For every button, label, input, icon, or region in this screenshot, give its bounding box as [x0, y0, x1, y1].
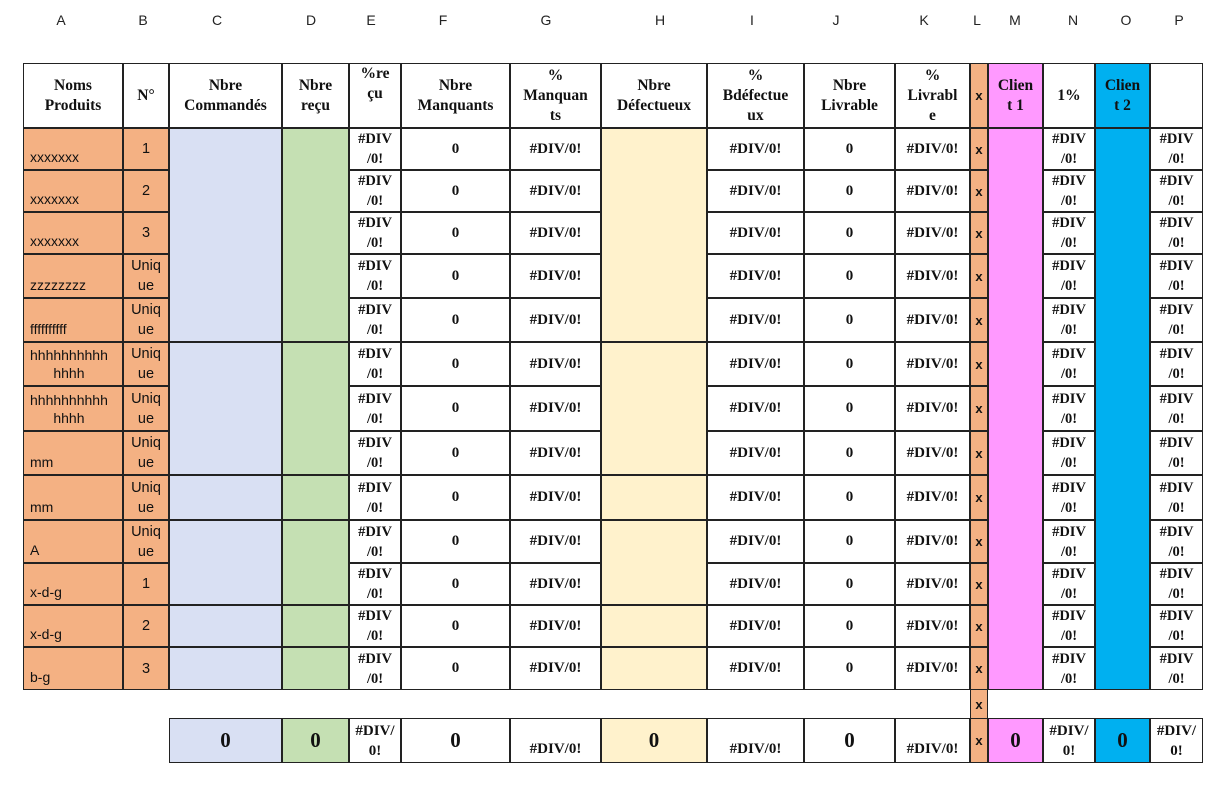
manquants-pct-cell[interactable]: #DIV/0! — [510, 212, 601, 254]
defectueux-pct-cell[interactable]: #DIV/0! — [707, 254, 804, 298]
total-livrable-cell[interactable]: 0 — [804, 718, 895, 763]
product-number-cell[interactable]: Uniq ue — [123, 475, 169, 520]
product-name-cell[interactable]: mm — [23, 475, 123, 520]
livrable-pct-cell[interactable]: #DIV/0! — [895, 563, 970, 605]
livrable-pct-cell[interactable]: #DIV/0! — [895, 342, 970, 386]
header-c[interactable]: Nbre Commandés — [169, 63, 282, 128]
recu-pct-cell[interactable]: #DIV /0! — [349, 431, 401, 475]
recu-cell-group-3[interactable] — [282, 475, 349, 520]
product-number-cell[interactable]: Uniq ue — [123, 520, 169, 563]
manquants-pct-cell[interactable]: #DIV/0! — [510, 520, 601, 563]
livrable-cell[interactable]: 0 — [804, 386, 895, 431]
product-name-cell[interactable]: zzzzzzzz — [23, 254, 123, 298]
defectueux-pct-cell[interactable]: #DIV/0! — [707, 605, 804, 647]
defectueux-pct-cell[interactable]: #DIV/0! — [707, 298, 804, 342]
livrable-pct-cell[interactable]: #DIV/0! — [895, 431, 970, 475]
pct1-cell[interactable]: #DIV /0! — [1043, 431, 1095, 475]
manquants-cell[interactable]: 0 — [401, 605, 510, 647]
total-manquants-cell[interactable]: 0 — [401, 718, 510, 763]
pct1-cell[interactable]: #DIV /0! — [1043, 563, 1095, 605]
total-pct1-cell[interactable]: #DIV/ 0! — [1043, 718, 1095, 763]
defectueux-cell-group-5[interactable] — [601, 605, 707, 647]
manquants-pct-cell[interactable]: #DIV/0! — [510, 386, 601, 431]
total-defectueux-pct-cell[interactable]: #DIV/0! — [707, 718, 804, 763]
manquants-pct-cell[interactable]: #DIV/0! — [510, 647, 601, 690]
product-name-cell[interactable]: x-d-g — [23, 563, 123, 605]
manquants-pct-cell[interactable]: #DIV/0! — [510, 298, 601, 342]
recu-cell-group-1[interactable] — [282, 128, 349, 342]
pct1-cell[interactable]: #DIV /0! — [1043, 342, 1095, 386]
defectueux-cell-group-1[interactable] — [601, 128, 707, 342]
product-number-cell[interactable]: Uniq ue — [123, 254, 169, 298]
pct1-cell[interactable]: #DIV /0! — [1043, 647, 1095, 690]
recu-pct-cell[interactable]: #DIV /0! — [349, 475, 401, 520]
manquants-cell[interactable]: 0 — [401, 647, 510, 690]
recu-cell-group-5[interactable] — [282, 605, 349, 647]
pct1-cell[interactable]: #DIV /0! — [1043, 520, 1095, 563]
p-column-cell[interactable]: #DIV /0! — [1150, 647, 1203, 690]
product-number-cell[interactable]: Uniq ue — [123, 386, 169, 431]
defectueux-pct-cell[interactable]: #DIV/0! — [707, 647, 804, 690]
recu-pct-cell[interactable]: #DIV /0! — [349, 605, 401, 647]
total-commandes-cell[interactable]: 0 — [169, 718, 282, 763]
defectueux-cell-group-3[interactable] — [601, 475, 707, 520]
column-letter-k[interactable]: K — [919, 12, 929, 28]
x-marker-cell[interactable]: x — [970, 431, 988, 475]
product-name-cell[interactable]: xxxxxxx — [23, 170, 123, 212]
commandes-cell-group-6[interactable] — [169, 647, 282, 690]
manquants-cell[interactable]: 0 — [401, 563, 510, 605]
column-letter-e[interactable]: E — [366, 12, 376, 28]
recu-pct-cell[interactable]: #DIV /0! — [349, 170, 401, 212]
livrable-pct-cell[interactable]: #DIV/0! — [895, 605, 970, 647]
total-livrable-pct-cell[interactable]: #DIV/0! — [895, 718, 970, 763]
manquants-cell[interactable]: 0 — [401, 386, 510, 431]
column-letter-g[interactable]: G — [540, 12, 552, 28]
manquants-cell[interactable]: 0 — [401, 342, 510, 386]
livrable-cell[interactable]: 0 — [804, 605, 895, 647]
livrable-cell[interactable]: 0 — [804, 563, 895, 605]
livrable-pct-cell[interactable]: #DIV/0! — [895, 128, 970, 170]
product-number-cell[interactable]: 1 — [123, 128, 169, 170]
manquants-cell[interactable]: 0 — [401, 254, 510, 298]
manquants-pct-cell[interactable]: #DIV/0! — [510, 254, 601, 298]
total-p-cell[interactable]: #DIV/ 0! — [1150, 718, 1203, 763]
header-n[interactable]: 1% — [1043, 63, 1095, 128]
livrable-cell[interactable]: 0 — [804, 647, 895, 690]
header-j[interactable]: Nbre Livrable — [804, 63, 895, 128]
recu-cell-group-6[interactable] — [282, 647, 349, 690]
column-letter-l[interactable]: L — [973, 12, 981, 28]
x-marker-cell[interactable]: x — [970, 298, 988, 342]
pct1-cell[interactable]: #DIV /0! — [1043, 170, 1095, 212]
defectueux-pct-cell[interactable]: #DIV/0! — [707, 431, 804, 475]
p-column-cell[interactable]: #DIV /0! — [1150, 563, 1203, 605]
livrable-cell[interactable]: 0 — [804, 475, 895, 520]
column-letter-a[interactable]: A — [56, 12, 66, 28]
livrable-pct-cell[interactable]: #DIV/0! — [895, 475, 970, 520]
pct1-cell[interactable]: #DIV /0! — [1043, 298, 1095, 342]
p-column-cell[interactable]: #DIV /0! — [1150, 212, 1203, 254]
recu-pct-cell[interactable]: #DIV /0! — [349, 342, 401, 386]
product-number-cell[interactable]: 2 — [123, 170, 169, 212]
product-name-cell[interactable]: x-d-g — [23, 605, 123, 647]
defectueux-pct-cell[interactable]: #DIV/0! — [707, 386, 804, 431]
livrable-pct-cell[interactable]: #DIV/0! — [895, 212, 970, 254]
pct1-cell[interactable]: #DIV /0! — [1043, 475, 1095, 520]
manquants-pct-cell[interactable]: #DIV/0! — [510, 563, 601, 605]
product-name-cell[interactable]: hhhhhhhhhh hhhh — [23, 386, 123, 431]
livrable-cell[interactable]: 0 — [804, 520, 895, 563]
product-name-cell[interactable]: hhhhhhhhhh hhhh — [23, 342, 123, 386]
column-letter-b[interactable]: B — [138, 12, 148, 28]
manquants-cell[interactable]: 0 — [401, 298, 510, 342]
manquants-pct-cell[interactable]: #DIV/0! — [510, 475, 601, 520]
x-marker-cell[interactable]: x — [970, 254, 988, 298]
recu-pct-cell[interactable]: #DIV /0! — [349, 128, 401, 170]
product-name-cell[interactable]: xxxxxxx — [23, 128, 123, 170]
defectueux-pct-cell[interactable]: #DIV/0! — [707, 212, 804, 254]
livrable-cell[interactable]: 0 — [804, 212, 895, 254]
defectueux-pct-cell[interactable]: #DIV/0! — [707, 475, 804, 520]
recu-pct-cell[interactable]: #DIV /0! — [349, 386, 401, 431]
manquants-cell[interactable]: 0 — [401, 128, 510, 170]
manquants-pct-cell[interactable]: #DIV/0! — [510, 431, 601, 475]
manquants-cell[interactable]: 0 — [401, 520, 510, 563]
manquants-pct-cell[interactable]: #DIV/0! — [510, 342, 601, 386]
defectueux-pct-cell[interactable]: #DIV/0! — [707, 128, 804, 170]
p-column-cell[interactable]: #DIV /0! — [1150, 386, 1203, 431]
livrable-pct-cell[interactable]: #DIV/0! — [895, 254, 970, 298]
header-h[interactable]: Nbre Défectueux — [601, 63, 707, 128]
commandes-cell-group-5[interactable] — [169, 605, 282, 647]
livrable-cell[interactable]: 0 — [804, 298, 895, 342]
total-client2-cell[interactable]: 0 — [1095, 718, 1150, 763]
x-marker-cell[interactable]: x — [970, 342, 988, 386]
total-defectueux-cell[interactable]: 0 — [601, 718, 707, 763]
product-number-cell[interactable]: Uniq ue — [123, 298, 169, 342]
header-o[interactable]: Clien t 2 — [1095, 63, 1150, 128]
manquants-cell[interactable]: 0 — [401, 475, 510, 520]
column-letter-o[interactable]: O — [1120, 12, 1132, 28]
livrable-cell[interactable]: 0 — [804, 431, 895, 475]
total-recu-cell[interactable]: 0 — [282, 718, 349, 763]
defectueux-pct-cell[interactable]: #DIV/0! — [707, 342, 804, 386]
defectueux-pct-cell[interactable]: #DIV/0! — [707, 520, 804, 563]
column-letter-d[interactable]: D — [305, 12, 317, 28]
client1-column-block[interactable] — [988, 128, 1043, 690]
manquants-cell[interactable]: 0 — [401, 170, 510, 212]
total-client1-cell[interactable]: 0 — [988, 718, 1043, 763]
product-number-cell[interactable]: 3 — [123, 212, 169, 254]
x-marker-cell[interactable]: x — [970, 647, 988, 690]
p-column-cell[interactable]: #DIV /0! — [1150, 605, 1203, 647]
recu-pct-cell[interactable]: #DIV /0! — [349, 298, 401, 342]
header-k[interactable]: % Livrabl e — [895, 63, 970, 128]
p-column-cell[interactable]: #DIV /0! — [1150, 475, 1203, 520]
recu-pct-cell[interactable]: #DIV /0! — [349, 520, 401, 563]
column-letter-h[interactable]: H — [654, 12, 666, 28]
product-number-cell[interactable]: 1 — [123, 563, 169, 605]
product-name-cell[interactable]: ffffffffff — [23, 298, 123, 342]
livrable-cell[interactable]: 0 — [804, 170, 895, 212]
manquants-cell[interactable]: 0 — [401, 212, 510, 254]
total-recu-pct-cell[interactable]: #DIV/ 0! — [349, 718, 401, 763]
p-column-cell[interactable]: #DIV /0! — [1150, 342, 1203, 386]
p-column-cell[interactable]: #DIV /0! — [1150, 431, 1203, 475]
pct1-cell[interactable]: #DIV /0! — [1043, 254, 1095, 298]
pct1-cell[interactable]: #DIV /0! — [1043, 605, 1095, 647]
column-letter-i[interactable]: I — [750, 12, 754, 28]
livrable-pct-cell[interactable]: #DIV/0! — [895, 386, 970, 431]
commandes-cell-group-2[interactable] — [169, 342, 282, 475]
product-number-cell[interactable]: Uniq ue — [123, 431, 169, 475]
livrable-cell[interactable]: 0 — [804, 342, 895, 386]
header-l[interactable]: x — [970, 63, 988, 128]
column-letter-p[interactable]: P — [1174, 12, 1184, 28]
x-marker-cell[interactable]: x — [970, 520, 988, 563]
manquants-pct-cell[interactable]: #DIV/0! — [510, 605, 601, 647]
defectueux-pct-cell[interactable]: #DIV/0! — [707, 563, 804, 605]
product-name-cell[interactable]: b-g — [23, 647, 123, 690]
p-column-cell[interactable]: #DIV /0! — [1150, 170, 1203, 212]
recu-pct-cell[interactable]: #DIV /0! — [349, 647, 401, 690]
manquants-pct-cell[interactable]: #DIV/0! — [510, 128, 601, 170]
livrable-cell[interactable]: 0 — [804, 254, 895, 298]
commandes-cell-group-1[interactable] — [169, 128, 282, 342]
recu-pct-cell[interactable]: #DIV /0! — [349, 563, 401, 605]
recu-pct-cell[interactable]: #DIV /0! — [349, 254, 401, 298]
livrable-pct-cell[interactable]: #DIV/0! — [895, 170, 970, 212]
column-letter-n[interactable]: N — [1067, 12, 1079, 28]
pct1-cell[interactable]: #DIV /0! — [1043, 212, 1095, 254]
manquants-pct-cell[interactable]: #DIV/0! — [510, 170, 601, 212]
p-column-cell[interactable]: #DIV /0! — [1150, 298, 1203, 342]
livrable-pct-cell[interactable]: #DIV/0! — [895, 647, 970, 690]
p-column-cell[interactable]: #DIV /0! — [1150, 128, 1203, 170]
header-b[interactable]: N° — [123, 63, 169, 128]
recu-cell-group-2[interactable] — [282, 342, 349, 475]
header-g[interactable]: % Manquan ts — [510, 63, 601, 128]
x-marker-cell[interactable]: x — [970, 128, 988, 170]
product-number-cell[interactable]: 2 — [123, 605, 169, 647]
manquants-cell[interactable]: 0 — [401, 431, 510, 475]
defectueux-cell-group-4[interactable] — [601, 520, 707, 605]
x-marker-cell[interactable]: x — [970, 563, 988, 605]
header-e[interactable]: %re çu — [349, 63, 401, 128]
pct1-cell[interactable]: #DIV /0! — [1043, 386, 1095, 431]
header-p[interactable] — [1150, 63, 1203, 128]
x-marker-cell[interactable]: x — [970, 605, 988, 647]
x-marker-cell[interactable]: x — [970, 386, 988, 431]
total-manquants-pct-cell[interactable]: #DIV/0! — [510, 718, 601, 763]
client2-column-block[interactable] — [1095, 128, 1150, 690]
column-letter-f[interactable]: F — [438, 12, 448, 28]
pct1-cell[interactable]: #DIV /0! — [1043, 128, 1095, 170]
commandes-cell-group-4[interactable] — [169, 520, 282, 605]
product-name-cell[interactable]: xxxxxxx — [23, 212, 123, 254]
product-number-cell[interactable]: 3 — [123, 647, 169, 690]
commandes-cell-group-3[interactable] — [169, 475, 282, 520]
total-x-cell[interactable]: x — [970, 718, 988, 763]
livrable-pct-cell[interactable]: #DIV/0! — [895, 520, 970, 563]
p-column-cell[interactable]: #DIV /0! — [1150, 520, 1203, 563]
recu-cell-group-4[interactable] — [282, 520, 349, 605]
header-a[interactable]: Noms Produits — [23, 63, 123, 128]
column-letter-j[interactable]: J — [832, 12, 840, 28]
header-i[interactable]: % Bdéfectue ux — [707, 63, 804, 128]
defectueux-cell-group-2[interactable] — [601, 342, 707, 475]
x-marker-cell[interactable]: x — [970, 212, 988, 254]
header-f[interactable]: Nbre Manquants — [401, 63, 510, 128]
product-number-cell[interactable]: Uniq ue — [123, 342, 169, 386]
defectueux-cell-group-6[interactable] — [601, 647, 707, 690]
product-name-cell[interactable]: mm — [23, 431, 123, 475]
column-letter-m[interactable]: M — [1009, 12, 1021, 28]
x-marker-cell[interactable]: x — [970, 475, 988, 520]
livrable-pct-cell[interactable]: #DIV/0! — [895, 298, 970, 342]
header-d[interactable]: Nbre reçu — [282, 63, 349, 128]
product-name-cell[interactable]: A — [23, 520, 123, 563]
x-marker-cell[interactable]: x — [970, 170, 988, 212]
p-column-cell[interactable]: #DIV /0! — [1150, 254, 1203, 298]
column-letter-c[interactable]: C — [211, 12, 223, 28]
x-marker-cell-extra[interactable]: x — [970, 690, 988, 718]
livrable-cell[interactable]: 0 — [804, 128, 895, 170]
recu-pct-cell[interactable]: #DIV /0! — [349, 212, 401, 254]
defectueux-pct-cell[interactable]: #DIV/0! — [707, 170, 804, 212]
header-m[interactable]: Clien t 1 — [988, 63, 1043, 128]
